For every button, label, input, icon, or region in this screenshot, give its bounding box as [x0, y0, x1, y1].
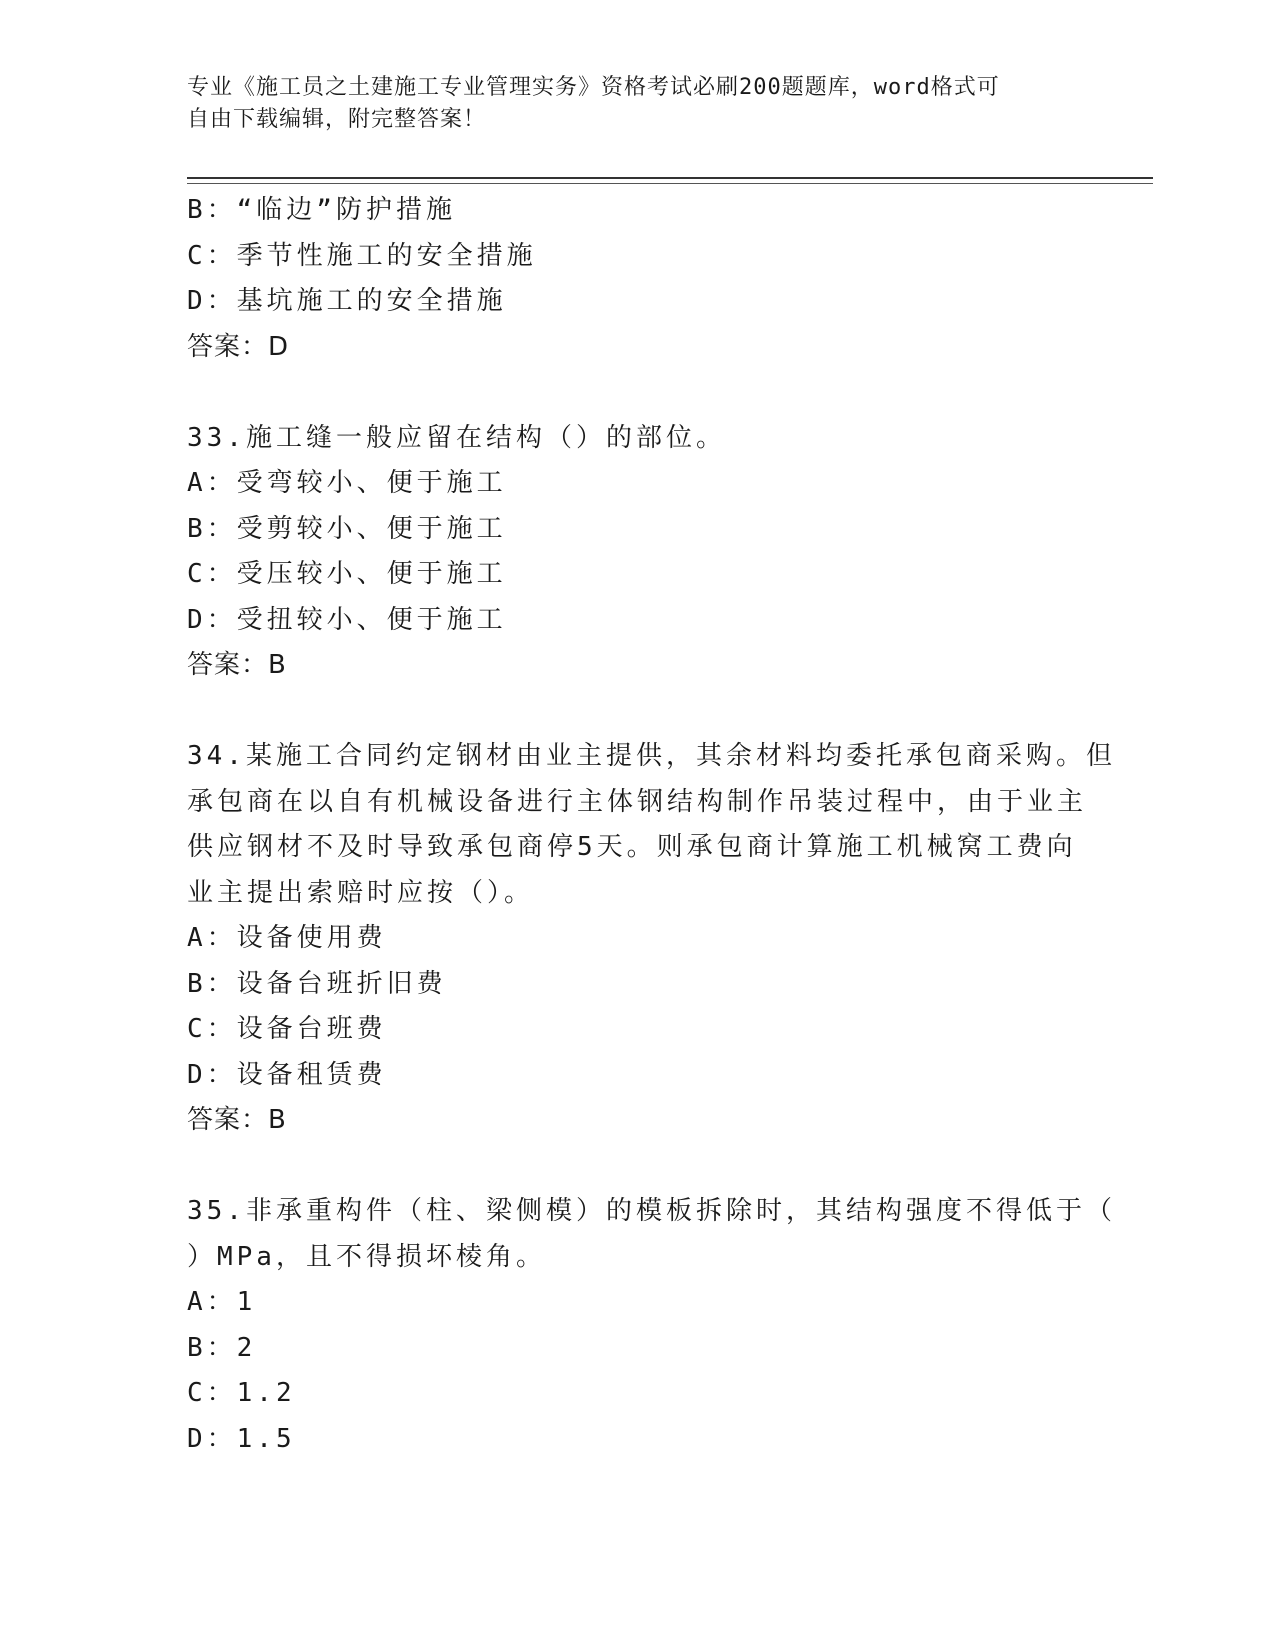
header-divider-thick — [187, 177, 1153, 179]
option-d: D：1.5 — [187, 1423, 296, 1454]
option-a: A：1 — [187, 1287, 257, 1317]
prev-question-block — [187, 188, 1087, 370]
question-stem-line-1: 34.某施工合同约定钢材由业主提供，其余材料均委托承包商采购。但 — [187, 741, 1116, 771]
header-title-line-1: 专业《施工员之土建施工专业管理实务》资格考试必刷200题题库，word格式可 — [187, 75, 1000, 100]
option-a: A：受弯较小、便于施工 — [187, 468, 507, 498]
question-33 — [187, 416, 1087, 689]
question-34 — [187, 734, 1116, 1144]
question-stem-line-2: 承包商在以自有机械设备进行主体钢结构制作吊装过程中，由于业主 — [187, 786, 1088, 817]
spacer — [187, 1144, 1087, 1190]
option-d: D：设备租赁费 — [187, 1059, 387, 1090]
question-stem-line-3: 供应钢材不及时导致承包商停5天。则承包商计算施工机械窝工费向 — [187, 832, 1077, 862]
answer-line: 答案：B — [187, 1105, 287, 1135]
option-b: B：设备台班折旧费 — [187, 968, 447, 999]
spacer — [187, 370, 1087, 416]
option-c: C：季节性施工的安全措施 — [187, 240, 537, 271]
option-c: C：1.2 — [187, 1378, 296, 1408]
question-35 — [187, 1189, 1116, 1462]
option-a: A：设备使用费 — [187, 923, 387, 953]
option-b: B：受剪较小、便于施工 — [187, 513, 507, 544]
option-d: D：基坑施工的安全措施 — [187, 286, 507, 316]
option-d: D：受扭较小、便于施工 — [187, 604, 507, 635]
spacer — [187, 689, 1087, 735]
option-c: C：受压较小、便于施工 — [187, 559, 507, 589]
answer-line: 答案：B — [187, 650, 287, 680]
page-header — [187, 72, 1067, 136]
answer-line: 答案：D — [187, 331, 290, 362]
question-stem-line-4: 业主提出索赔时应按（）。 — [187, 877, 535, 908]
option-b: B：“临边”防护措施 — [187, 195, 456, 225]
question-content — [187, 188, 1116, 1462]
option-c: C：设备台班费 — [187, 1014, 387, 1044]
question-stem: 33.施工缝一般应留在结构（）的部位。 — [187, 422, 726, 453]
option-b: B：2 — [187, 1332, 257, 1363]
question-stem-line-1: 35.非承重构件（柱、梁侧模）的模板拆除时，其结构强度不得低于（ — [187, 1196, 1116, 1226]
header-divider-thin — [187, 183, 1153, 184]
header-title-line-2: 自由下载编辑，附完整答案！ — [187, 107, 487, 132]
question-stem-line-2: ）MPa，且不得损坏棱角。 — [187, 1241, 546, 1272]
